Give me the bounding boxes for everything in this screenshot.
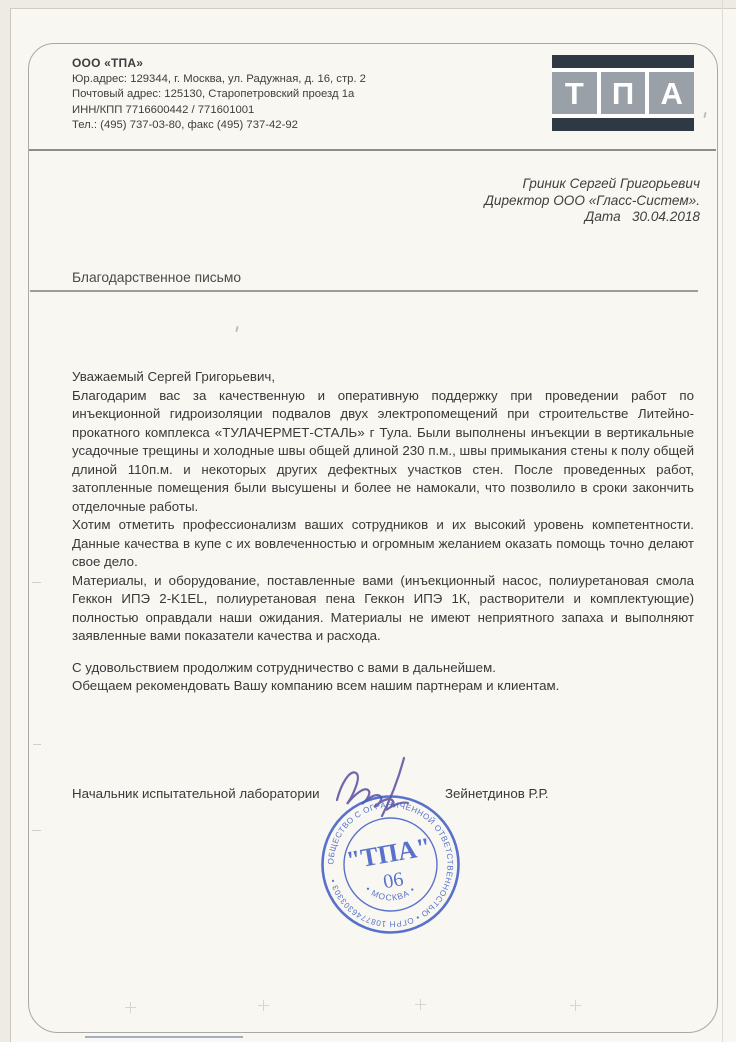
scan-dash xyxy=(32,582,41,583)
page-title: Благодарственное письмо xyxy=(72,270,242,285)
tpa-logo xyxy=(552,55,694,131)
paragraph-salutation: Уважаемый Сергей Григорьевич, xyxy=(72,369,276,384)
scan-cross-mark xyxy=(415,999,426,1010)
signatory-name: Зейнетдинов Р.Р. xyxy=(445,786,549,801)
company-legal-address: Юр.адрес: 129344, г. Москва, ул. Радужная, д. 16, стр. 2 xyxy=(72,72,366,85)
scan-dash xyxy=(33,744,41,745)
logo-letter-p: П xyxy=(601,72,646,114)
scan-dash xyxy=(32,830,41,831)
paragraph-materials: Материалы, и оборудование, поставленные вами (инъекционный насос, полиуретановая смола Геккон ИПЭ 2-K1EL, полиуретановая пена Геккон ИПЭ 1К, растворители и комплектующие) полностью оправдали наши ожидания. Материалы не имеют неприятного запаха и выполняют заявленные вами показатели качества и расхода. xyxy=(72,572,694,643)
logo-bottom-bar xyxy=(552,118,694,131)
letter-body xyxy=(72,368,694,696)
paragraph-works: Благодарим вас за качественную и оперативную поддержку при проведении работ по инъекционной гидроизоляции подвалов двух электропомещений при строительстве Литейно-прокатного комплекса «ТУЛАЧЕРМЕТ-СТАЛЬ» г Тула. Были выполнены инъекции в вертикальные усадочные трещины и холодные швы общей длиной 230 п.м., швы примыкания стены к полу общей длиной 110п.м. и некоторых других дефектных участков стен. После проведенных работ, затопленные помещения были высушены и более не намокали, что позволило в сроки закончить отделочные работы. xyxy=(72,387,694,514)
paragraph-recommendation: Обещаем рекомендовать Вашу компанию всем нашим партнерам и клиентам. xyxy=(72,678,560,693)
logo-letter-t: Т xyxy=(552,72,597,114)
letter-date: Дата 30.04.2018 xyxy=(584,209,700,224)
scan-cross-mark xyxy=(570,1000,581,1011)
stamp-ring-text: ОБЩЕСТВО С ОГРАНИЧЕННОЙ ОТВЕТСТВЕННОСТЬЮ • ОГРН 1087746303303 • xyxy=(326,800,455,929)
paper-right-edge xyxy=(722,0,723,1042)
scan-bottom-line-artifact xyxy=(85,1036,243,1038)
company-header-block xyxy=(72,56,366,134)
recipient-block xyxy=(484,176,700,226)
title-underline xyxy=(30,290,698,292)
logo-squares xyxy=(552,72,694,114)
company-phone-fax: Тел.: (495) 737-03-80, факс (495) 737-42-92 xyxy=(72,119,298,132)
signatory-position: Начальник испытательной лаборатории xyxy=(72,786,320,801)
stamp-city-text: • МОСКВА • xyxy=(363,883,418,903)
scan-cross-mark xyxy=(125,1002,136,1013)
company-inn-kpp: ИНН/КПП 7716600442 / 771601001 xyxy=(72,103,255,116)
logo-letter-a: А xyxy=(649,72,694,114)
logo-top-bar xyxy=(552,55,694,68)
recipient-position: Директор ООО «Гласс-Систем». xyxy=(484,192,700,208)
company-name: ООО «ТПА» xyxy=(72,56,144,70)
company-round-stamp xyxy=(318,792,463,937)
company-postal-address: Почтовый адрес: 125130, Старопетровский проезд 1а xyxy=(72,88,355,101)
paragraph-cooperation: С удовольствием продолжим сотрудничество с вами в дальнейшем. xyxy=(72,659,496,675)
stamp-center-number: 06 xyxy=(381,868,406,894)
recipient-name: Гриник Сергей Григорьевич xyxy=(522,176,700,191)
paragraph-professionalism: Хотим отметить профессионализм ваших сотрудников и их высокий уровень компетентности. Данные качества в купе с их вовлеченностью и огромным желанием оказать помощь точно делают свое дело. xyxy=(72,517,694,569)
scan-cross-mark xyxy=(258,1000,269,1011)
stamp-center-text: "ТПА" xyxy=(344,831,434,876)
header-divider-line xyxy=(29,149,716,151)
